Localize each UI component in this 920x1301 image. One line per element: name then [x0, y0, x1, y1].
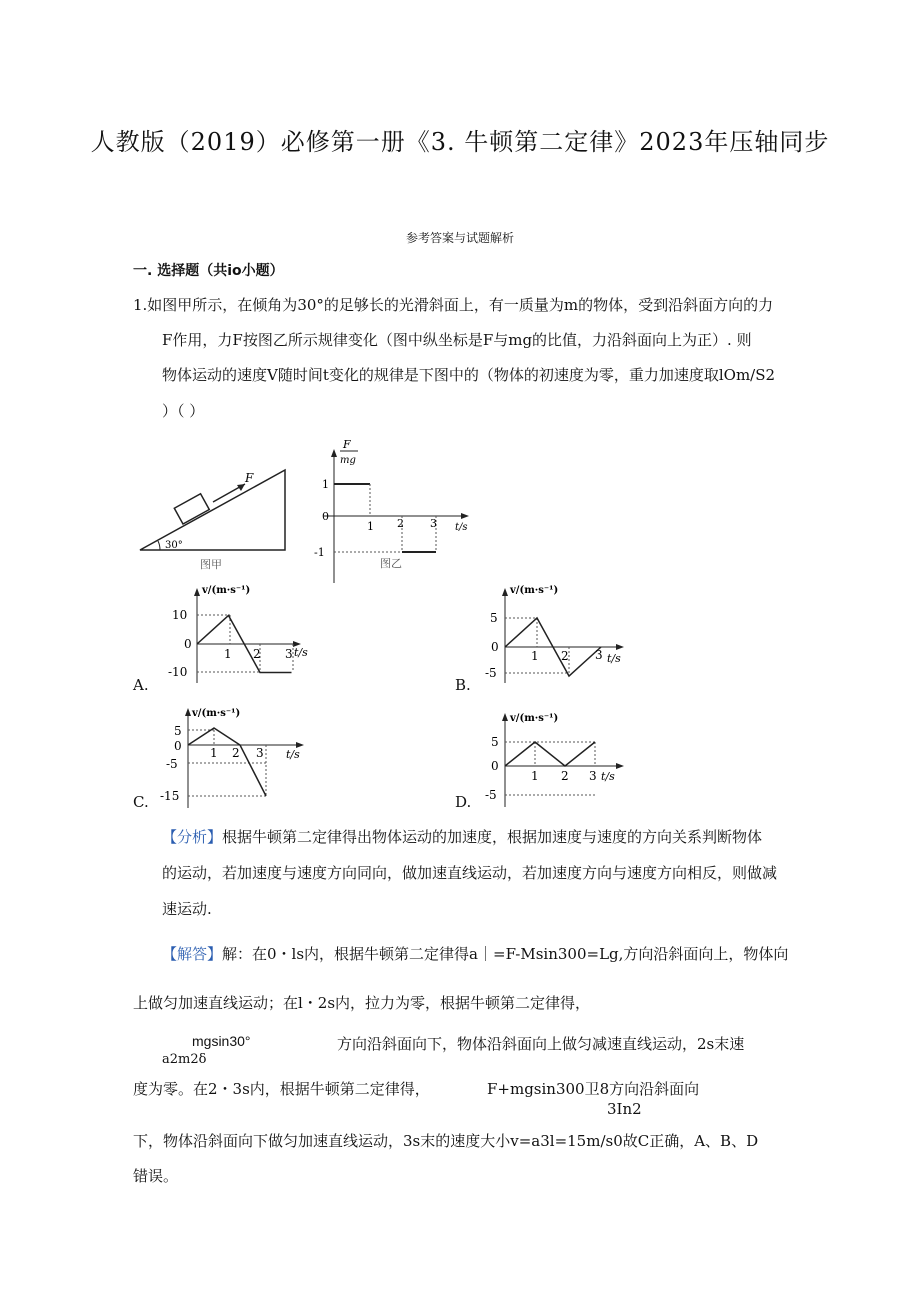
solution-line-1: 【解答】解：在0・ls内，根据牛顿第二定律得a｜=F-Msin300=Lg,方向沿斜面向上，物体向 [162, 945, 789, 963]
graph-a-x-1: 1 [224, 647, 232, 661]
question-line-1: 1.如图甲所示，在倾角为30°的足够长的光滑斜面上，有一质量为m的物体，受到沿斜面方向的力 [133, 296, 774, 314]
force-graph-tick-1: 1 [322, 478, 329, 491]
force-graph-x-3: 3 [430, 517, 437, 530]
graph-d-x-label: t/s [601, 770, 615, 783]
option-b-label: B. [455, 676, 471, 694]
caption-jia: 图甲 [200, 558, 222, 571]
graph-d-tick-0: 0 [491, 759, 499, 773]
document-title: 人教版（2019）必修第一册《3. 牛顿第二定律》2023年压轴同步 [90, 128, 830, 156]
graph-d-velocity-line [505, 742, 595, 766]
solution-fraction-2-num: F+mgsin300卫8方向沿斜面向 [487, 1080, 700, 1098]
graph-c-tick-neg5: -5 [166, 757, 178, 771]
force-label: F [245, 471, 254, 485]
graph-a-y-label: v/(m·s⁻¹) [202, 585, 251, 596]
graph-option-c [160, 700, 310, 810]
graph-a-x-2: 2 [253, 647, 261, 661]
force-graph-x-1: 1 [367, 520, 374, 533]
question-line-3: 物体运动的速度V随时间t变化的规律是下图中的（物体的初速度为零，重力加速度取lOm/S2 [162, 366, 776, 384]
force-graph-tick-neg1: -1 [314, 546, 325, 559]
angle-label: 30° [165, 540, 183, 551]
graph-d-tick-neg5: -5 [485, 788, 497, 802]
solution-line-4: 度为零。在2・3s内，根据牛顿第二定律得， [133, 1080, 430, 1098]
graph-a-tick-neg10: -10 [168, 665, 188, 679]
graph-b-x-label: t/s [607, 652, 621, 665]
analysis-line-1: 【分析】根据牛顿第二定律得出物体运动的加速度，根据加速度与速度的方向关系判断物体 [162, 828, 763, 846]
analysis-line-3: 速运动. [162, 900, 212, 918]
force-graph-y-den: mg [340, 455, 356, 466]
incline-triangle [140, 470, 285, 550]
graph-a-tick-0: 0 [184, 637, 192, 651]
force-graph-x-label: t/s [455, 522, 468, 533]
graph-b-y-label: v/(m·s⁻¹) [510, 585, 559, 596]
analysis-line-2: 的运动，若加速度与速度方向同向，做加速直线运动，若加速度方向与速度方向相反，则做减 [162, 864, 778, 882]
block [174, 494, 209, 524]
answer-subtitle: 参考答案与试题解析 [405, 231, 514, 245]
graph-d-x-3: 3 [589, 769, 597, 783]
force-graph-y-num: F [343, 438, 351, 451]
graph-b-x-1: 1 [531, 649, 539, 663]
graph-b-tick-neg5: -5 [485, 666, 497, 680]
force-graph-tick-0: 0 [322, 510, 329, 523]
graph-c-tick-neg15: -15 [160, 789, 180, 803]
graph-d-tick-5: 5 [491, 735, 499, 749]
solution-line-6: 错误。 [133, 1167, 179, 1185]
graph-d-y-label: v/(m·s⁻¹) [510, 713, 559, 724]
graph-b-x-2: 2 [561, 649, 569, 663]
graph-b-x-3: 3 [595, 648, 603, 662]
graph-a-tick-10: 10 [172, 608, 188, 622]
option-d-label: D. [455, 793, 472, 811]
caption-yi: 图乙 [380, 557, 402, 570]
incline-figure [135, 460, 295, 575]
solution-fraction-1-den: a2m2δ [162, 1052, 207, 1067]
section-heading: 一. 选择题（共io小题） [133, 263, 284, 279]
solution-line-2: 上做匀加速直线运动；在l・2s内，拉力为零，根据牛顿第二定律得， [133, 994, 591, 1012]
graph-option-b [485, 580, 635, 685]
graph-c-x-2: 2 [232, 746, 240, 760]
graph-c-y-label: v/(m·s⁻¹) [192, 708, 241, 719]
graph-c-x-1: 1 [210, 746, 218, 760]
solution-fraction-1-num: mgsin30° [192, 1033, 251, 1049]
graph-a-x-3: 3 [285, 647, 293, 661]
graph-c-tick-5: 5 [174, 724, 182, 738]
option-c-label: C. [133, 793, 149, 811]
force-graph-x-2: 2 [397, 517, 404, 530]
graph-c-tick-0: 0 [174, 739, 182, 753]
graph-c-x-3: 3 [256, 746, 264, 760]
graph-d-x-1: 1 [531, 769, 539, 783]
graph-c-velocity-line [188, 728, 266, 796]
graph-a-x-label: t/s [294, 646, 308, 659]
graph-b-tick-0: 0 [491, 640, 499, 654]
question-line-4: ）（ ） [162, 402, 205, 420]
solution-line-5: 下，物体沿斜面向下做匀加速直线运动，3s末的速度大小v=a3l=15m∕s0故C正确，A、B、D [133, 1132, 759, 1150]
analysis-tag: 【分析】 [162, 828, 223, 846]
angle-arc [158, 541, 160, 550]
graph-b-tick-5: 5 [490, 611, 498, 625]
question-line-2: F作用，力F按图乙所示规律变化（图中纵坐标是F与mg的比值，力沿斜面向上为正）. 则 [162, 331, 752, 349]
force-graph [310, 435, 490, 585]
graph-option-d [485, 705, 635, 810]
graph-c-x-label: t/s [286, 748, 300, 761]
solution-line-3: 方向沿斜面向下，物体沿斜面向上做匀减速直线运动，2s末速 [337, 1035, 745, 1053]
option-a-label: A. [133, 676, 149, 694]
graph-d-x-2: 2 [561, 769, 569, 783]
solution-tag: 【解答】 [162, 945, 223, 963]
graph-option-a [160, 580, 310, 685]
solution-fraction-2-den: 3In2 [607, 1100, 642, 1118]
